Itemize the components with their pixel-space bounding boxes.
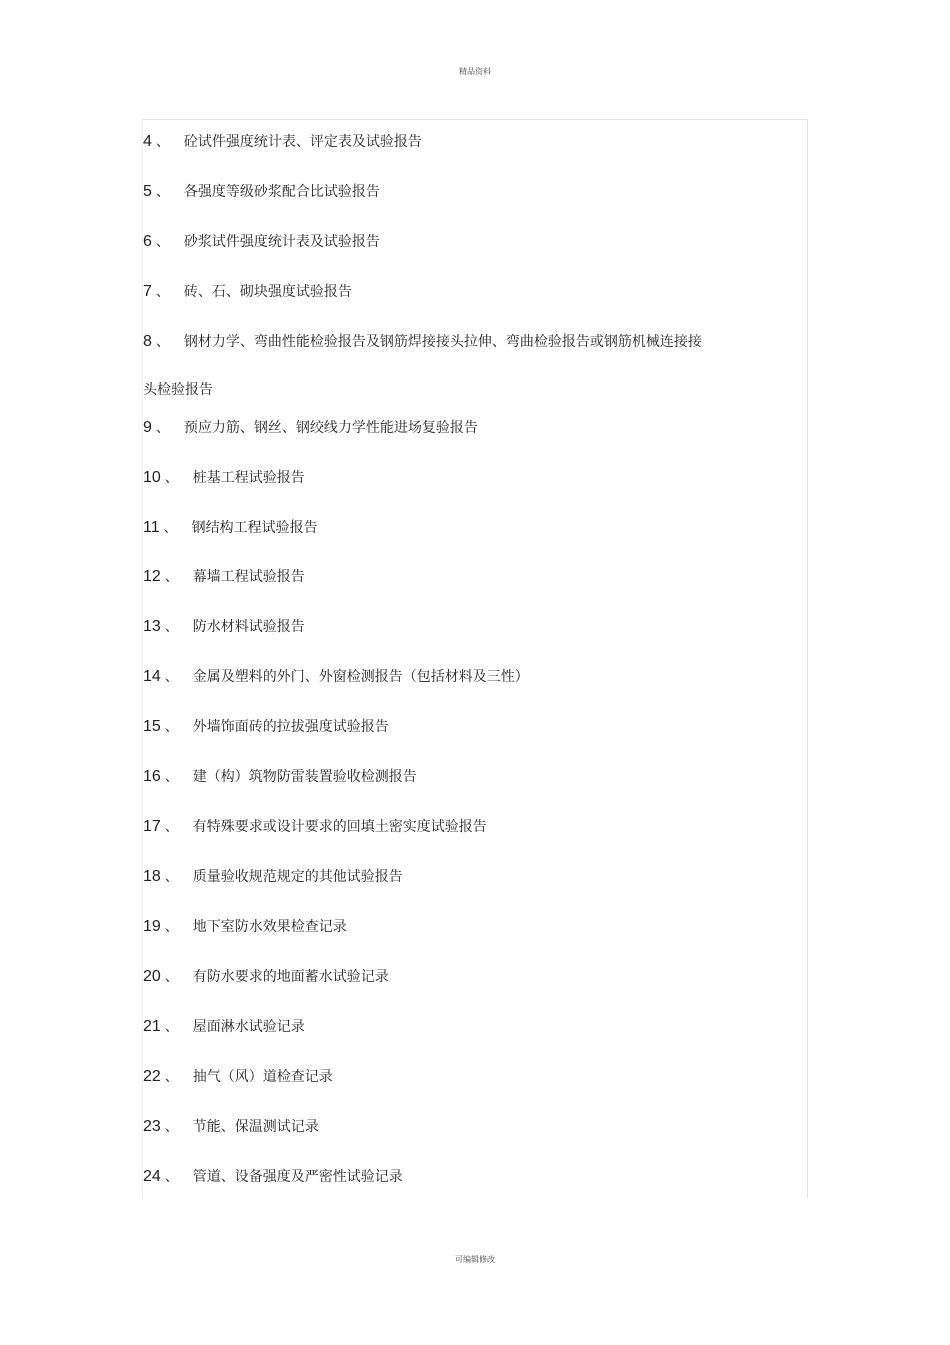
list-item (143, 282, 352, 302)
item-separator: 、 (164, 919, 179, 935)
list-item (143, 182, 380, 202)
list-item (143, 1017, 305, 1037)
item-separator: 、 (164, 619, 179, 635)
list-item (143, 767, 417, 787)
item-number: 10 (143, 469, 161, 486)
item-separator: 、 (163, 520, 178, 536)
list-item (143, 567, 305, 587)
item-text: 防水材料试验报告 (192, 619, 305, 635)
item-separator: 、 (155, 284, 170, 300)
list-item (143, 132, 422, 152)
item-number: 6 (143, 233, 152, 250)
item-text: 砖、石、砌块强度试验报告 (183, 284, 352, 300)
list-item (143, 917, 347, 937)
item-separator: 、 (164, 1169, 179, 1185)
item-text: 钢结构工程试验报告 (191, 520, 318, 536)
item-text: 砼试件强度统计表、评定表及试验报告 (183, 134, 422, 150)
item-text: 地下室防水效果检查记录 (192, 919, 347, 935)
item-separator: 、 (164, 719, 179, 735)
item-separator: 、 (164, 869, 179, 885)
list-item (143, 617, 305, 637)
list-item (143, 232, 380, 252)
item-separator: 、 (164, 819, 179, 835)
item-number: 17 (143, 818, 161, 835)
item-text: 各强度等级砂浆配合比试验报告 (183, 184, 380, 200)
item-number: 23 (143, 1118, 161, 1135)
item-number: 16 (143, 768, 161, 785)
item-separator: 、 (164, 669, 179, 685)
item-separator: 、 (155, 184, 170, 200)
list-item (143, 817, 487, 837)
item-text: 金属及塑料的外门、外窗检测报告（包括材料及三性） (192, 669, 529, 685)
item-text: 抽气（风）道检查记录 (192, 1069, 333, 1085)
item-separator: 、 (155, 334, 170, 350)
item-number: 5 (143, 183, 152, 200)
item-text: 预应力筋、钢丝、钢绞线力学性能进场复验报告 (183, 420, 478, 436)
item-separator: 、 (164, 569, 179, 585)
list-item (143, 717, 389, 737)
item-number: 12 (143, 568, 161, 585)
item-text: 有特殊要求或设计要求的回填土密实度试验报告 (192, 819, 487, 835)
item-separator: 、 (155, 134, 170, 150)
page-header-note: 精品资料 (459, 67, 491, 76)
item-number: 22 (143, 1068, 161, 1085)
item-number: 14 (143, 668, 161, 685)
item-text: 管道、设备强度及严密性试验记录 (192, 1169, 403, 1185)
item-text: 屋面淋水试验记录 (192, 1019, 305, 1035)
item-number: 20 (143, 968, 161, 985)
item-text: 质量验收规范规定的其他试验报告 (192, 869, 403, 885)
item-text: 砂浆试件强度统计表及试验报告 (183, 234, 380, 250)
item-number: 4 (143, 133, 152, 150)
item-number: 18 (143, 868, 161, 885)
page-footer-note: 可编辑修改 (455, 1255, 495, 1264)
item-number: 21 (143, 1018, 161, 1035)
item-text: 节能、保温测试记录 (192, 1119, 319, 1135)
list-item (143, 667, 529, 687)
item-separator: 、 (155, 234, 170, 250)
list-item (143, 468, 305, 488)
item-separator: 、 (164, 1069, 179, 1085)
list-item (143, 1117, 319, 1137)
list-item (143, 867, 403, 887)
item-separator: 、 (155, 420, 170, 436)
item-separator: 、 (164, 1019, 179, 1035)
list-item (143, 1067, 333, 1087)
list-item (143, 418, 478, 438)
list-item (143, 518, 318, 538)
item-text: 钢材力学、弯曲性能检验报告及钢筋焊接接头拉伸、弯曲检验报告或钢筋机械连接接 (183, 334, 702, 350)
item-separator: 、 (164, 470, 179, 486)
item-separator: 、 (164, 1119, 179, 1135)
item-number: 11 (143, 519, 160, 536)
item-number: 7 (143, 283, 152, 300)
item-text: 有防水要求的地面蓄水试验记录 (192, 969, 389, 985)
item-text: 幕墙工程试验报告 (192, 569, 305, 585)
item-separator: 、 (164, 769, 179, 785)
item-text: 外墙饰面砖的拉拔强度试验报告 (192, 719, 389, 735)
item-number: 13 (143, 618, 161, 635)
item-separator: 、 (164, 969, 179, 985)
item-number: 9 (143, 419, 152, 436)
item-text: 桩基工程试验报告 (192, 470, 305, 486)
list-item (143, 332, 702, 352)
item-number: 8 (143, 333, 152, 350)
item-number: 15 (143, 718, 161, 735)
item-number: 19 (143, 918, 161, 935)
list-item (143, 967, 389, 987)
item-text: 建（构）筑物防雷装置验收检测报告 (192, 769, 417, 785)
item-text-continuation: 头检验报告 (143, 382, 213, 398)
item-number: 24 (143, 1168, 161, 1185)
list-item (143, 1167, 403, 1187)
